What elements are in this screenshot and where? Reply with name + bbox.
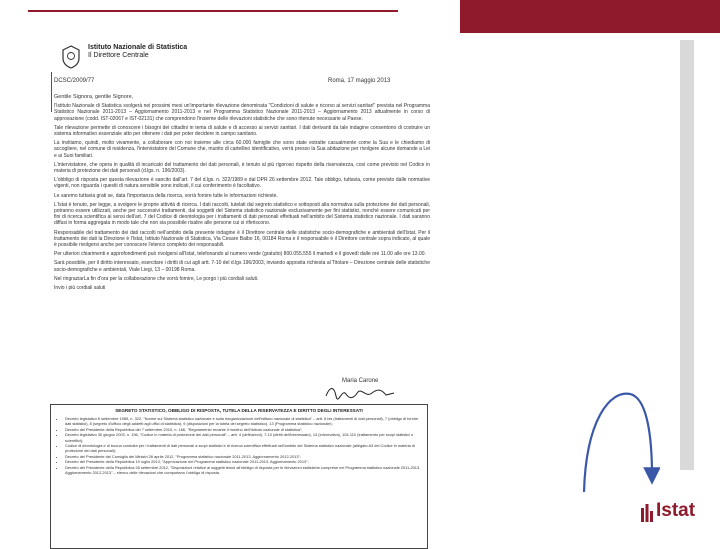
list-item: • Decreto legislativo 6 settembre 1989, n. 322, "Norme sul Sistema statistico nazionale e sulla riorganizzazione dell'Istituto nazionale di statistica" – artt. 6 bis (trattamenti di dati personali), 7 (obbligo di fornire dati statistici), 8 (segreto d'ufficio degli addetti agli uffici di statistica), 9 (disposizioni per la tutela del segreto statistico), 13 (Programma statistico nazionale); — [65, 416, 423, 427]
protocol-number: DCSC/2009/77 — [54, 78, 95, 84]
signatory-name: Maria Carone — [342, 378, 379, 384]
list-item: • Decreto del Presidente della Repubblica 19 luglio 2013, "Approvazione del Programma statistico nazionale 2011-2013. Aggiornamento 2013"; — [65, 459, 423, 464]
place-date: Roma, 17 maggio 2013 — [328, 78, 391, 84]
curved-arrow-icon — [580, 380, 660, 500]
letter-paragraph: l'Istituto Nazionale di Statistica svolgerà nei prossimi mesi un'importante rilevazione denominata "Condizioni di salute e ricorso ai servizi sanitari" prevista nel Programma Statistico Nazionale 2011-2013 – Aggiornamento 2011-2013 e nel Programma Statistico Nazionale 2011-2013 – Aggiornamento 2013 attualmente in corso di approvazione (codd. IST-02067 e IST-02131) che comprendono l'insieme delle rilevazioni statistiche che sono ritenute necessarie al Paese. — [54, 103, 430, 122]
header-accent-line — [28, 10, 398, 12]
istat-logo-icon — [640, 502, 654, 522]
margin-line — [51, 72, 52, 112]
letter-paragraph: L'obbligo di risposta per questa rilevazione è sancito dall'art. 7 del d.lgs. n. 322/1989 e dal DPR 26 settembre 2012. Tale obbligo, tuttavia, come previsto dalle normative vigenti, non riguarda i quesiti di natura sensibile sono indicati, il cui conferimento è facoltativo. — [54, 177, 430, 190]
institute-name: Istituto Nazionale di Statistica — [88, 44, 188, 51]
letter-greeting: Gentile Signora, gentile Signore, — [54, 94, 134, 100]
letter-paragraph: Le saremo tuttavia grati se, data l'importanza della ricerca, vorrà fornire tutte le informazioni richieste. — [54, 192, 278, 199]
letter-paragraph: L'intervistatore, che opera in qualità di incaricato del trattamento dei dati personali, è tenuto al più rigoroso rispetto della riservatezza, così come previsto nel Codice in materia di protezione dei dati personali (d.lgs. n. 196/2003). — [54, 161, 430, 175]
office-name: Il Direttore Centrale — [88, 52, 149, 59]
letter-paragraph: Tale rilevazione permette di conoscere i bisogni dei cittadini in tema di salute e di accesso ai servizi sanitari. I dati derivanti da tale indagine consentono di costruire un sistema informativo essenziale atto per ottenere i dati per poter decidere in campo sanitario. — [54, 124, 430, 138]
letter-paragraph: Sarà possibile, per il diritto interessato, esercitare i diritti di cui agli artt. 7-10 del d.lgs 196/2003, inviando apposita richiesta al Titolare – Direzione centrale delle statistiche socio-demografiche e ambientali, Viale Liegi, 13 – 00198 Roma. — [54, 260, 430, 273]
handwritten-signature — [320, 384, 400, 402]
list-item: • Decreto del Presidente del Consiglio dei Ministri 26 aprile 2012, "Programma statistico nazionale 2011-2013. Aggiornamento 2012-2013"; — [65, 454, 423, 459]
letter-document — [30, 44, 430, 514]
letter-paragraph: L'Istat è tenuto, per legge, a svolgere le proprie attività di ricerca. I dati raccolti, tutelati dal segreto statistico e sottoposti alla normativa sulla protezione dei dati personali, potranno essere utilizzati, anche per successivi trattamenti, dai soggetti del Sistema statistico nazionale esclusivamente per fini statistici, nonché essere comunicati per fini di ricerca scientifica ai sensi dell'art. 7 del Codice di deontologia per i trattamenti di dati personali effettuati nell'ambito del Sistema statistico nazionale. I dati saranno diffusi in forma aggregata in modo tale che non sia possibile risalire alle persone cui si riferiscono. — [54, 201, 430, 227]
list-item: • Decreto del Presidente della Repubblica del 7 settembre 2010, n. 166, "Regolamento recante il riordino dell'Istituto nazionale di statistica"; — [65, 427, 423, 432]
notice-box-title: SEGRETO STATISTICO, OBBLIGO DI RISPOSTA, TUTELA DELLA RISERVATEZZA E DIRITTO DEGLI INTERESSATI — [115, 408, 363, 413]
letter-paragraph: Per ulteriori chiarimenti e approfondimenti può rivolgersi all'Istat, telefonando al numero verde (gratuito) 800.055.555 il martedì e il giovedì dalle ore 11.00 alle ore 13.00. — [54, 251, 426, 258]
header-accent-block — [460, 0, 720, 33]
letter-paragraph: Responsabile del trattamento dei dati raccolti nell'ambito della presente indagine è il Direttore centrale delle statistiche socio-demografiche e ambientali dell'Istat. Per il trattamento dei dati la Direzione è l'Istat, Istituto Nazionale di Statistica, Via Cesare Balbo 16, 00184 Roma e il responsabile è il Direttore centrale sopra indicato, al quale è possibile rivolgersi anche per conoscere l'elenco completo dei responsabili. — [54, 229, 430, 249]
list-item: • Decreto del Presidente della Repubblica 26 settembre 2012, "Disposizioni relative ai soggetti tenuti all'obbligo di risposta per le rilevazioni statistiche comprese nel Programma statistico nazionale 2011-2013. Aggiornamento 2012-2013" – elenco delle rilevazioni che comportano l'obbligo di risposta. — [65, 465, 423, 476]
letterhead — [60, 44, 260, 60]
slide-side-bar — [680, 40, 694, 470]
istat-logo — [640, 492, 710, 532]
list-item: • Decreto legislativo 30 giugno 2003, n. 196, "Codice in materia di protezione dei dati personali" – artt. 4 (definizioni), 7-10 (diritti dell'interessato), 13 (informativa), 104-110 (trattamento per scopi statistici o scientifici); — [65, 432, 423, 443]
letter-body — [54, 94, 430, 294]
republic-seal-icon — [60, 44, 82, 70]
letter-paragraph: La invitiamo, quindi, molto vivamente, a collaborare con noi insieme alle circa 60.000 famiglie che sono state estratte casualmente come la Sua e le chiediamo di accogliere, nel comune di residenza, l'intervistatore del Comune che, munito di cartellino identificativo, verrà presso la Sua abitazione per rivolgere alcune domande a Lei e ai Suoi familiari. — [54, 140, 430, 159]
letter-paragraph: Nel ringraziarLa fin d'ora per la collaborazione che vorrà fornire, Le porgo i più cordiali saluti. — [54, 275, 259, 282]
list-item: • Codice di deontologia e di buona condotta per i trattamenti di dati personali a scopi statistici e di ricerca scientifica effettuati nell'ambito del Sistema statistico nazionale (allegato A3 del Codice in materia di protezione dei dati personali); — [65, 443, 423, 454]
notice-box — [50, 404, 428, 549]
letter-paragraph: Invio i più cordiali saluti — [54, 285, 106, 292]
notice-list — [51, 416, 427, 475]
istat-logo-text: Istat — [656, 500, 696, 521]
